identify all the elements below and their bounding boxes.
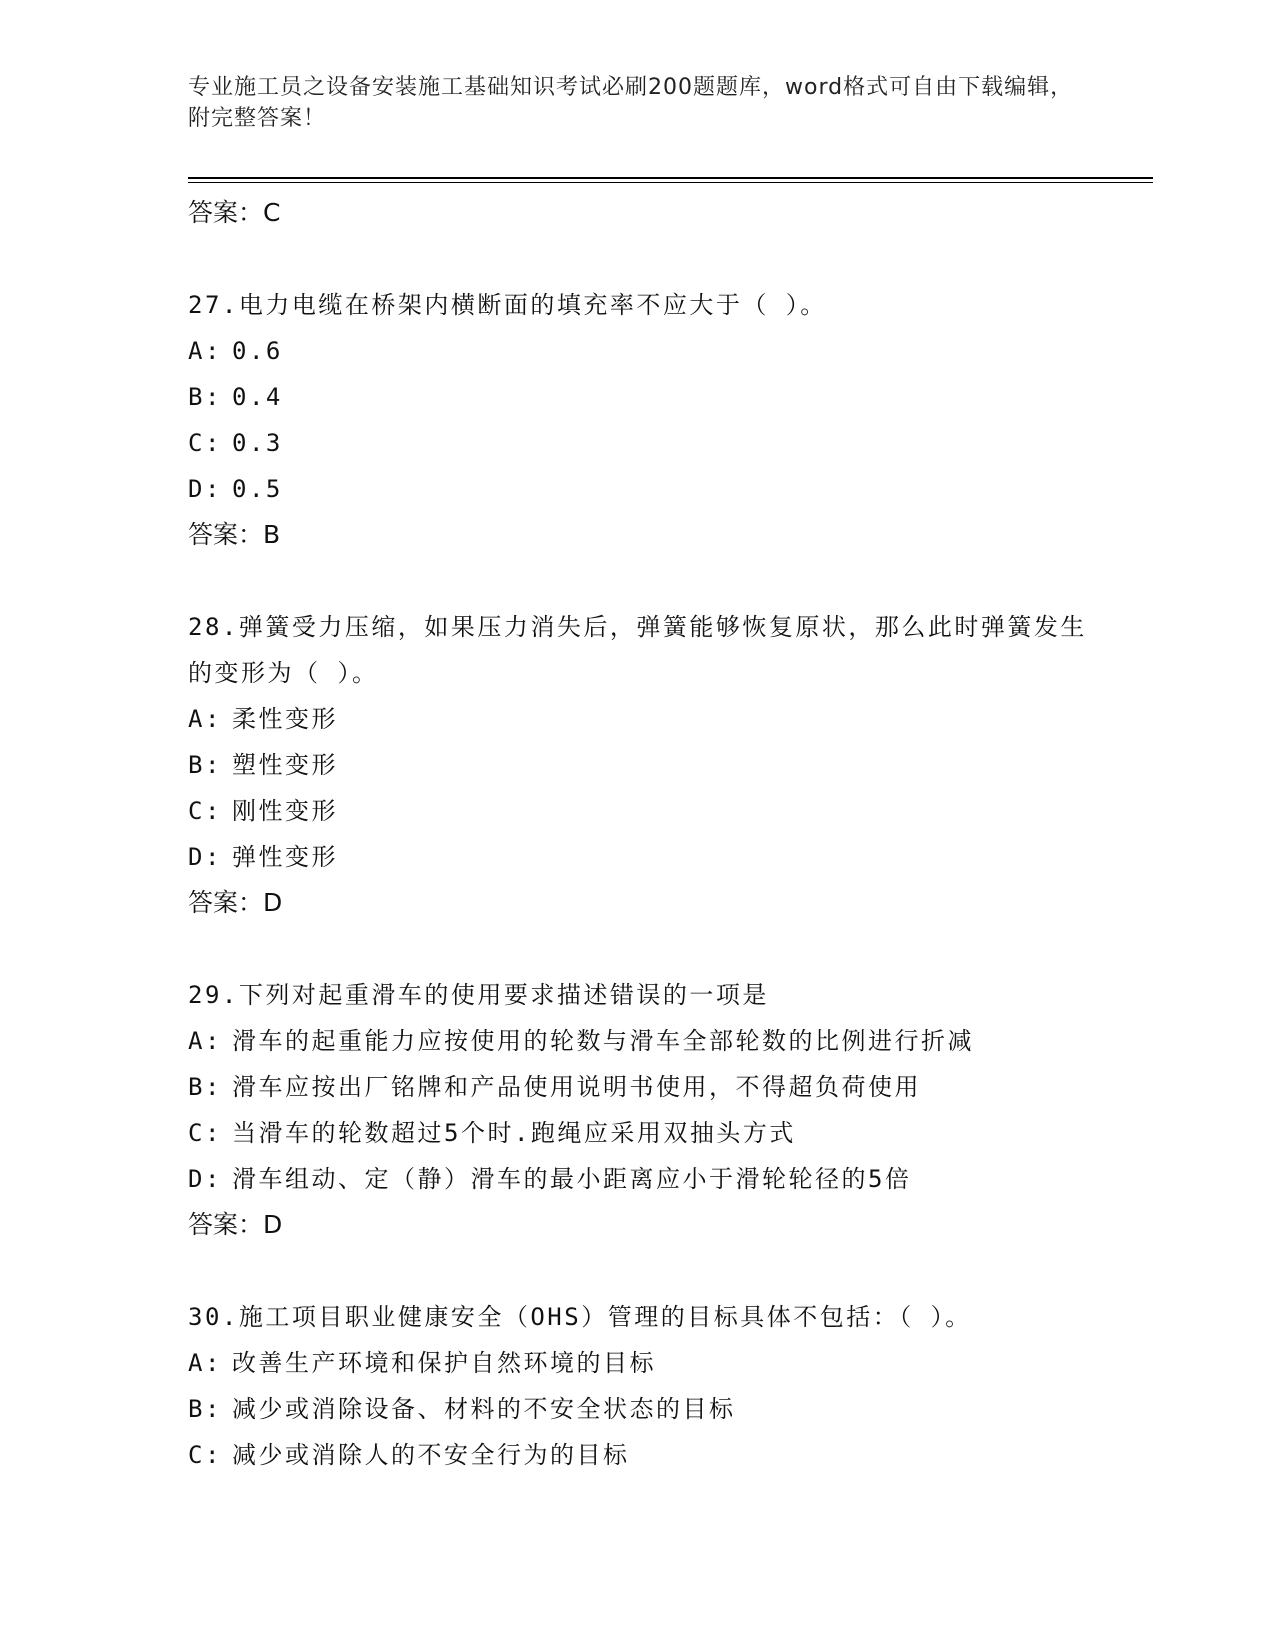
question-30 [188, 1294, 1148, 1478]
option-a: A: 柔性变形 [188, 705, 338, 733]
option-c: C: 当滑车的轮数超过5个时.跑绳应采用双抽头方式 [188, 1119, 796, 1147]
option-d: D: 弹性变形 [188, 843, 338, 871]
header-divider-thick [188, 177, 1153, 179]
answer-line [188, 880, 1148, 926]
answer-value: D [263, 1210, 283, 1239]
option-d: D: 滑车组动、定（静）滑车的最小距离应小于滑轮轮径的5倍 [188, 1165, 912, 1193]
spacer [188, 1248, 1148, 1294]
option-a: A: 0.6 [188, 337, 283, 365]
answer-label: 答案： [188, 198, 264, 227]
header-divider-thin [188, 182, 1153, 183]
question-text: 30.施工项目职业健康安全（OHS）管理的目标具体不包括：（ ）。 [188, 1303, 972, 1331]
question-list [188, 190, 1148, 1478]
question-text: 29.下列对起重滑车的使用要求描述错误的一项是 [188, 981, 769, 1009]
page-header-title: 专业施工员之设备安装施工基础知识考试必刷200题题库，word格式可自由下载编辑，附完整答案！ [188, 75, 1074, 131]
option-d: D: 0.5 [188, 475, 283, 503]
option-c: C: 刚性变形 [188, 797, 338, 825]
question-text: 27.电力电缆在桥架内横断面的填充率不应大于（ ）。 [188, 291, 827, 319]
answer-label: 答案： [188, 1210, 264, 1239]
question-29 [188, 972, 1148, 1248]
spacer [188, 926, 1148, 972]
answer-label: 答案： [188, 888, 264, 917]
option-c: C: 0.3 [188, 429, 283, 457]
answer-value: C [263, 198, 281, 227]
spacer [188, 558, 1148, 604]
answer-value: D [263, 888, 283, 917]
option-c: C: 减少或消除人的不安全行为的目标 [188, 1441, 630, 1469]
question-27 [188, 282, 1148, 558]
question-28 [188, 604, 1148, 926]
option-b: B: 减少或消除设备、材料的不安全状态的目标 [188, 1395, 736, 1423]
answer-line [188, 190, 1148, 236]
option-a: A: 滑车的起重能力应按使用的轮数与滑车全部轮数的比例进行折减 [188, 1027, 974, 1055]
option-b: B: 塑性变形 [188, 751, 338, 779]
question-text: 28.弹簧受力压缩，如果压力消失后，弹簧能够恢复原状，那么此时弹簧发生的变形为（ ）。 [188, 613, 1087, 687]
answer-label: 答案： [188, 520, 264, 549]
option-b: B: 0.4 [188, 383, 283, 411]
answer-value: B [263, 520, 281, 549]
option-b: B: 滑车应按出厂铭牌和产品使用说明书使用，不得超负荷使用 [188, 1073, 921, 1101]
spacer [188, 236, 1148, 282]
answer-line [188, 512, 1148, 558]
answer-line [188, 1202, 1148, 1248]
option-a: A: 改善生产环境和保护自然环境的目标 [188, 1349, 656, 1377]
